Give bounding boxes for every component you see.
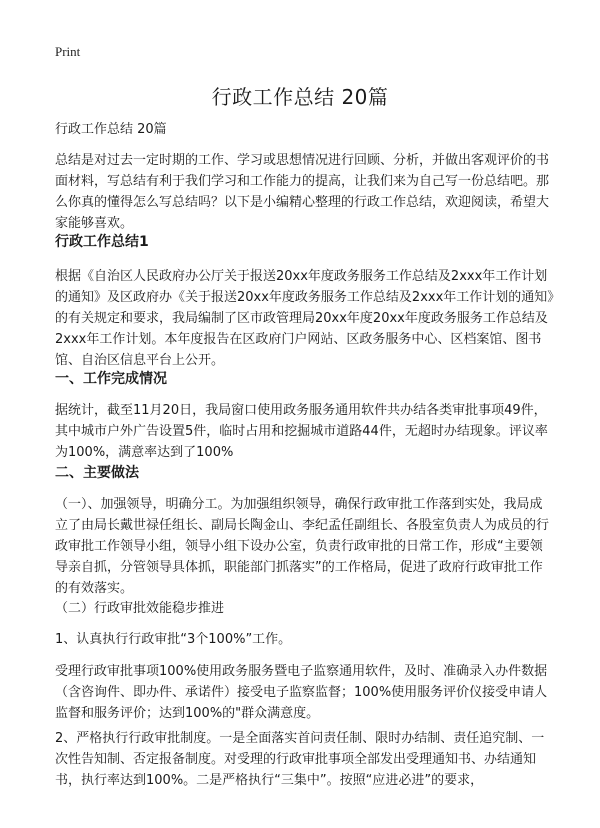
paragraph-4-text: （二）行政审批效能稳步推进 [55,601,225,616]
paragraph-6 [55,661,555,724]
print-link[interactable]: Print [55,44,81,59]
paragraph-7-text: 2、严格执行行政审批制度。一是全面落实首问责任制、限时办结制、责任追究制、一次性告知制、否定报备制度。对受理的行政审批事项全部发出受理通知书、办结通知书，执行率达到100%。二是严格执行“三集中”。按照“应进必进”的要求， [55,731,545,788]
paragraph-1 [55,266,555,371]
paragraph-2 [55,400,555,463]
paragraph-3-text: （一）、加强领导，明确分工。为加强组织领导，确保行政审批工作落到实处，我局成立了由局长戴世禄任组长、副局长陶金山、李纪孟任副组长、各股室负责人为成员的行政审批工作领导小组，领导小组下设办公室，负责行政审批的日常工作，形成“主要领导亲自抓，分管领导具体抓，职能部门抓落实”的工作格局，促进了政府行政审批工作的有效落实。 [55,497,550,596]
paragraph-3 [55,494,555,599]
paragraph-7 [55,728,555,791]
paragraph-1-text: 根据《自治区人民政府办公厅关于报送20xx年度政务服务工作总结及2xxx年工作计划的通知》及区政府办《关于报送20xx年度政务服务工作总结及2xxx年工作计划的通知》的有关规定和要求，我局编制了区市政管理局20xx年度20xx年度政务服务工作总结及2xxx年工作计划。本年度报告在区政府门户网站、区政务服务中心、区档案馆、图书馆、自治区信息平台上公开。 [55,269,554,368]
paragraph-5 [55,629,555,650]
heading-main-practices [55,463,555,484]
paragraph-2-text: 据统计，截至11月20日，我局窗口使用政务服务通用软件共办结各类审批事项49件，其中城市户外广告设置5件，临时占用和挖掘城市道路44件，无超时办结现象。评议率为100%，满意率达到了100% [55,403,548,460]
intro-text: 总结是对过去一定时期的工作、学习或思想情况进行回顾、分析，并做出客观评价的书面材料，写总结有利于我们学习和工作能力的提高，让我们来为自己写一份总结吧。那么你真的懂得怎么写总结吗？以下是小编精心整理的行政工作总结，欢迎阅读，希望大家能够喜欢。 [55,153,550,231]
paragraph-6-text: 受理行政审批事项100%使用政务服务暨电子监察通用软件，及时、准确录入办件数据（含咨询件、即办件、承诺件）接受电子监察监督；100%使用服务评价仪接受申请人监督和服务评价；达到100%的"群众满意度。 [55,664,548,721]
paragraph-5-text: 1、认真执行行政审批“3个100%”工作。 [55,632,292,647]
intro-paragraph [55,150,555,234]
document-subtitle [55,119,555,140]
paragraph-4 [55,598,555,619]
heading-2-text: 二、主要做法 [55,465,139,481]
section-title [55,232,555,253]
subtitle-text: 行政工作总结 20篇 [55,122,167,137]
heading-work-completion [55,369,555,390]
heading-1-text: 一、工作完成情况 [55,371,167,387]
section-title-text: 行政工作总结1 [55,234,149,250]
page-title: 行政工作总结 20篇 [211,85,389,109]
